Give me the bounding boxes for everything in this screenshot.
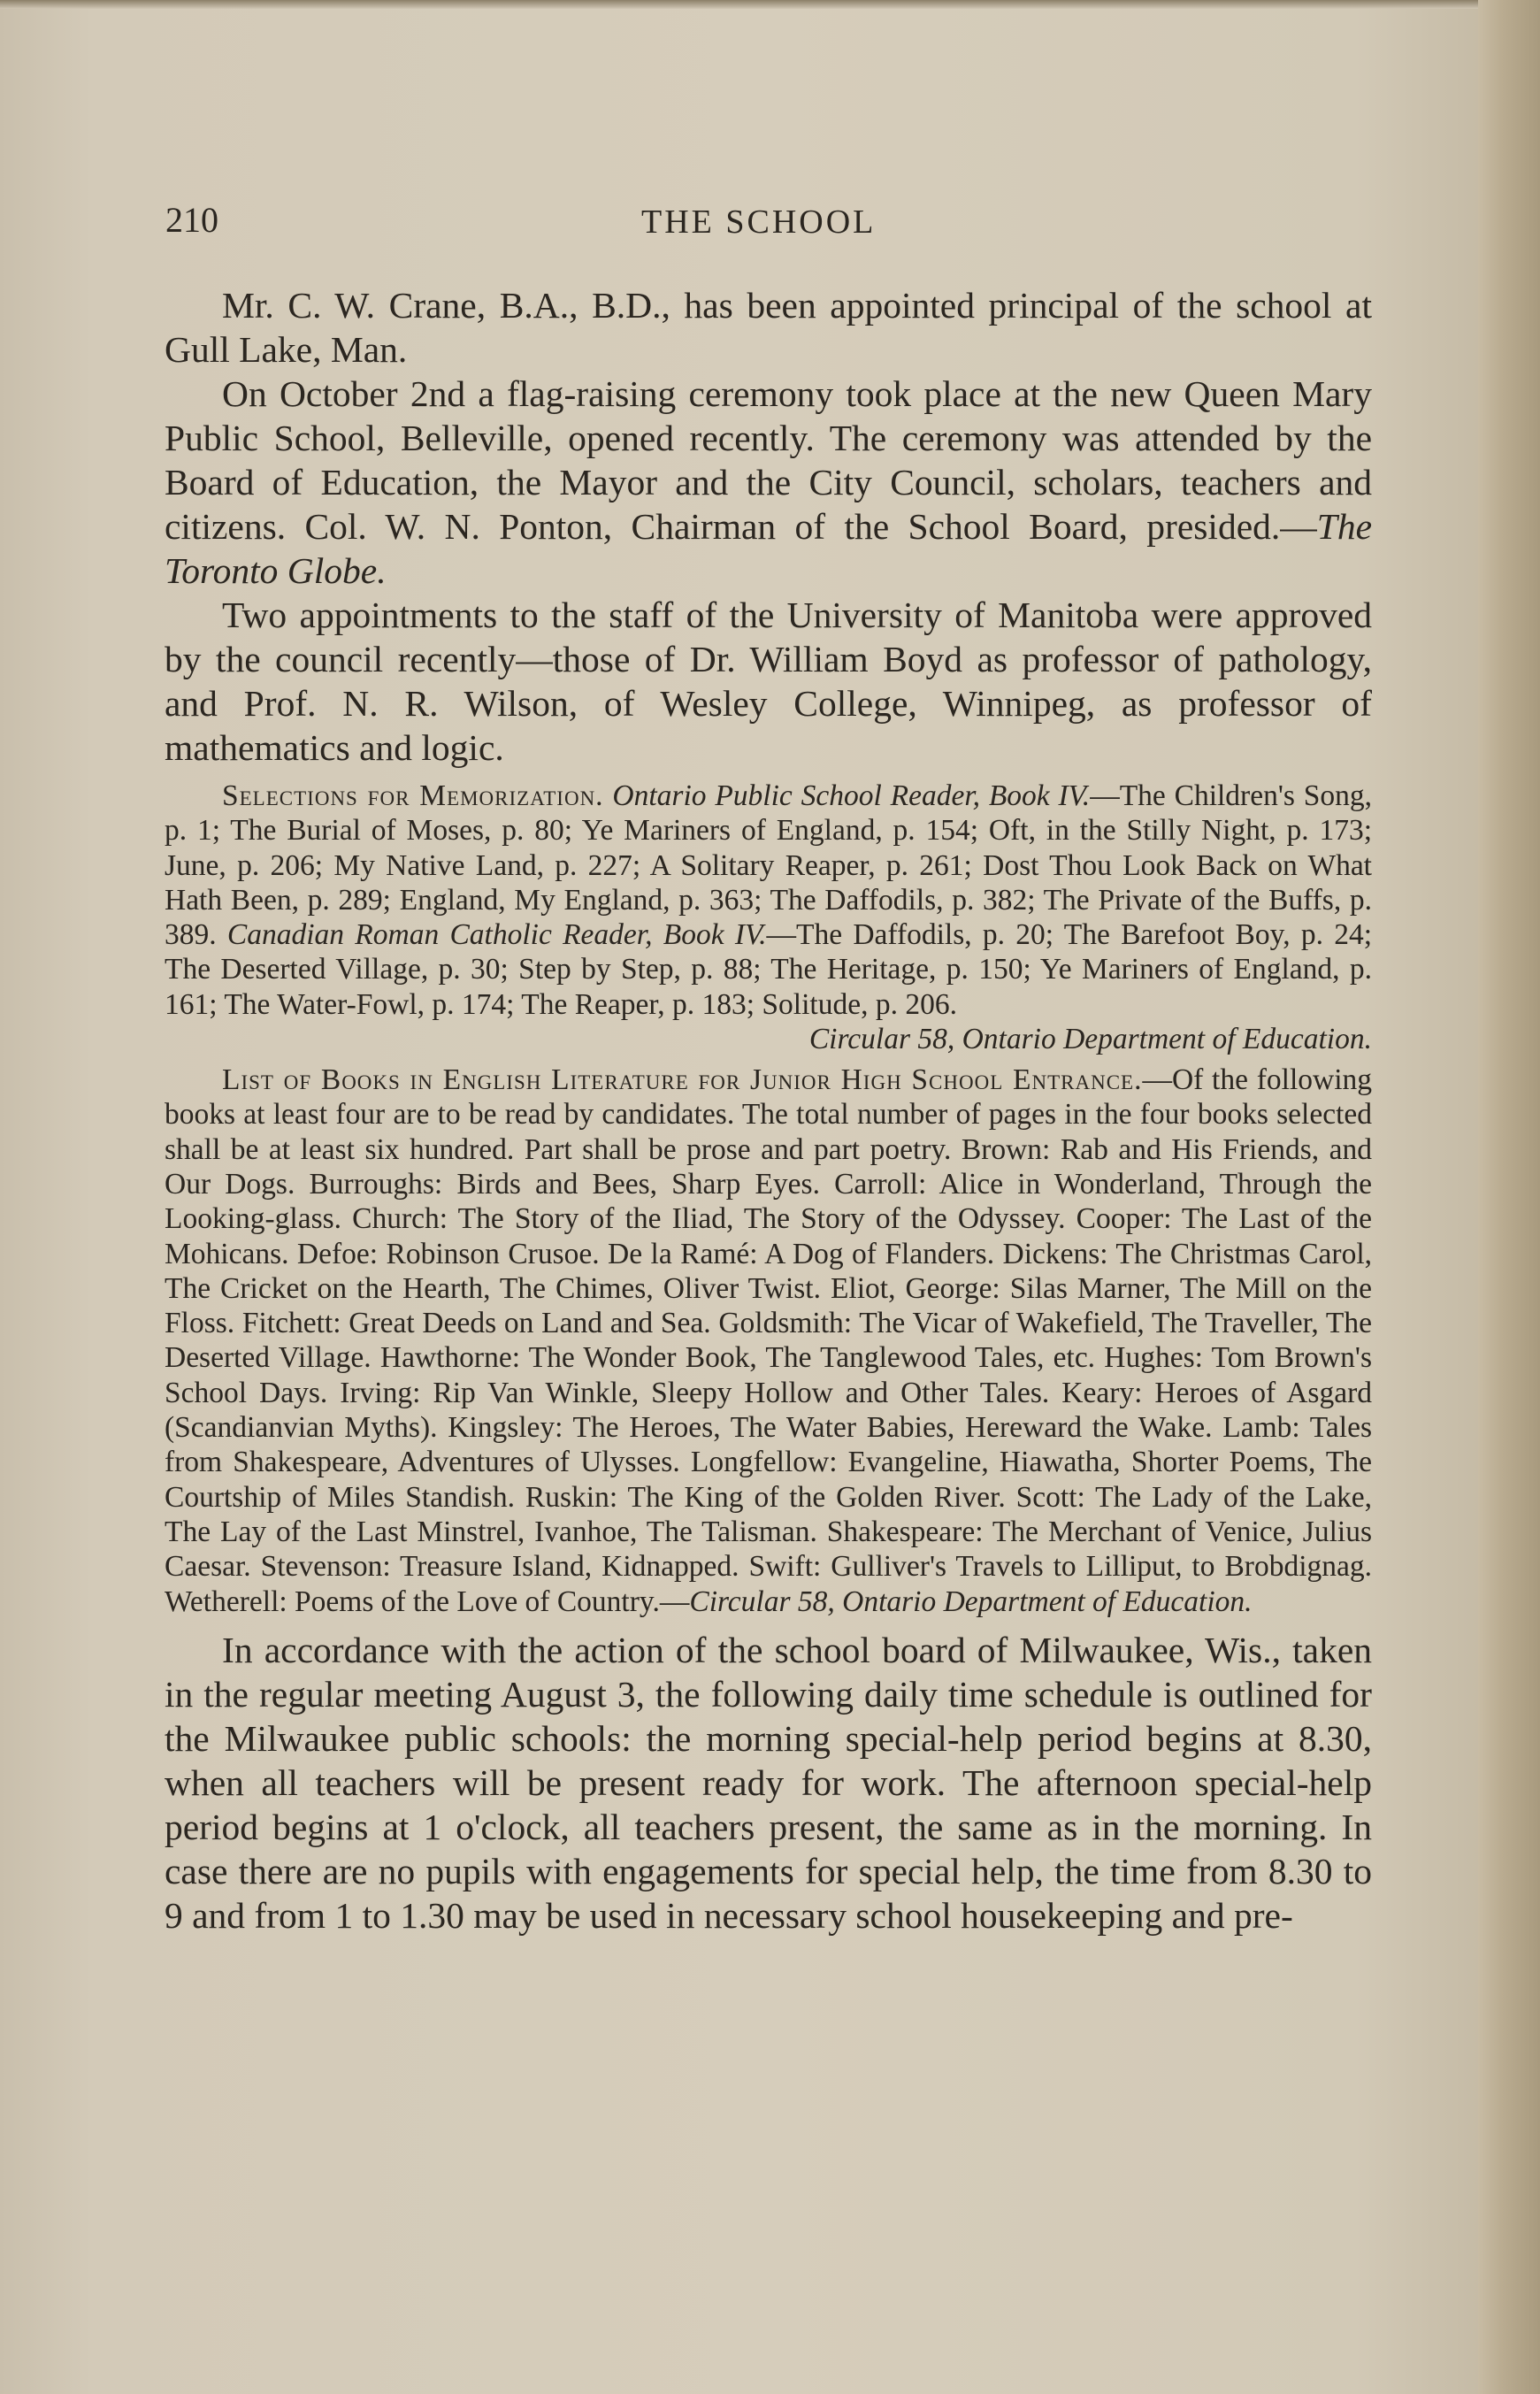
page-header bbox=[0, 199, 1540, 252]
paragraph-flag-raising bbox=[165, 372, 1372, 593]
book-list-heading: List of Books in English Literature for Junior High School Entrance. bbox=[222, 1063, 1143, 1097]
running-title: THE SCHOOL bbox=[641, 203, 877, 241]
paragraph-memorization bbox=[165, 779, 1372, 1022]
page-binding-edge bbox=[1478, 0, 1540, 2394]
memorization-heading: Selections for Memorization. bbox=[222, 779, 604, 812]
page-number: 210 bbox=[165, 200, 218, 240]
flag-raising-text: On October 2nd a flag-raising ceremony took place at the new Queen Mary Public School, Belleville, opened recently. The ceremony was attended by the Board of Education, the Mayor and the City Council, scholars, teachers and citizens. Col. W. N. Ponton, Chairman of the School Board, presided.— bbox=[165, 373, 1372, 547]
paragraph-milwaukee-schedule: In accordance with the action of the school board of Milwaukee, Wis., taken in the regular meeting August 3, the following daily time schedule is outlined for the Milwaukee public schools: the morning special-help period begins at 8.30, when all teachers will be present ready for work. The afternoon special-help period begins at 1 o'clock, all teachers present, the same as in the morning. In case there are no pupils with engagements for special help, the time from 8.30 to 9 and from 1 to 1.30 may be used in necessary school housekeeping and pre- bbox=[165, 1629, 1372, 1936]
book-list-citation: Circular 58, Ontario Department of Education. bbox=[689, 1584, 1253, 1618]
flag-raising-source: The Toronto Globe. bbox=[165, 506, 1372, 591]
memorization-book-catholic: Canadian Roman Catholic Reader, Book IV. bbox=[226, 918, 767, 952]
memorization-list-catholic: —The Daffodils, p. 20; The Barefoot Boy, p. 24; The Deserted Village, p. 30; Step by Step, p. 88; The Heritage, p. 150; Ye Mariners of England, p. 161; The Water-Fowl, p. 174; The Reaper, p. 183; Solitude, p. 206. bbox=[165, 918, 1373, 1021]
paragraph-crane-appointment: Mr. C. W. Crane, B.A., B.D., has been appointed principal of the school at Gull Lake, Man. bbox=[165, 285, 1372, 370]
memorization-book-ontario: Ontario Public School Reader, Book IV. bbox=[612, 779, 1091, 812]
memorization-list-ontario: —The Children's Song, p. 1; The Burial of Moses, p. 80; Ye Mariners of England, p. 154; Oft, in the Stilly Night, p. 173; June, p. 206; My Native Land, p. 227; A Solitary Reaper, p. 261; Dost Thou Look Back on What Hath Been, p. 289; England, My England, p. 363; The Daffodils, p. 382; The Private of the Buffs, p. 389. bbox=[165, 779, 1372, 952]
page-top-edge bbox=[0, 0, 1540, 9]
article-body bbox=[165, 283, 1372, 1937]
paragraph-book-list bbox=[165, 1063, 1372, 1619]
memorization-citation: Circular 58, Ontario Department of Education. bbox=[808, 1023, 1372, 1056]
book-list-text: —Of the following books at least four are to be read by candidates. The total number of pages in the four books selected shall be at least six hundred. Part shall be prose and part poetry. Brown: Rab and His Friends, and Our Dogs. Burroughs: Birds and Bees, Sharp Eyes. Carroll: Alice in Wonderland, Through the Looking-glass. Church: The Story of the Iliad, The Story of the Odyssey. Cooper: The Last of the Mohicans. Defoe: Robinson Crusoe. De la Ramé: A Dog of Flanders. Dickens: The Christmas Carol, The Cricket on the Hearth, The Chimes, Oliver Twist. Eliot, George: Silas Marner, The Mill on the Floss. Fitchett: Great Deeds on Land and Sea. Goldsmith: The Vicar of Wakefield, The Traveller, The Deserted Village. Hawthorne: The Wonder Book, The Tanglewood Tales, etc. Hughes: Tom Brown's School Days. Irving: Rip Van Winkle, Sleepy Hollow and Other Tales. Keary: Heroes of Asgard (Scandianvian Myths). Kingsley: The Heroes, The Water Babies, Hereward the Wake. Lamb: Tales from Shakespeare, Adventures of Ulysses. Longfellow: Evangeline, Hiawatha, Shorter Poems, The Courtship of Miles Standish. Ruskin: The King of the Golden River. Scott: The Lady of the Lake, The Lay of the Last Minstrel, Ivanhoe, The Talisman. Shakespeare: The Merchant of Venice, Julius Caesar. Stevenson: Treasure Island, Kidnapped. Swift: Gulliver's Travels to Lilliput, to Brobdignag. Wetherell: Poems of the Love of Country.— bbox=[165, 1063, 1372, 1618]
paragraph-manitoba-appointments: Two appointments to the staff of the University of Manitoba were approved by the council recently—those of Dr. William Boyd as professor of pathology, and Prof. N. R. Wilson, of Wesley College, Winnipeg, as professor of mathematics and logic. bbox=[165, 595, 1372, 768]
